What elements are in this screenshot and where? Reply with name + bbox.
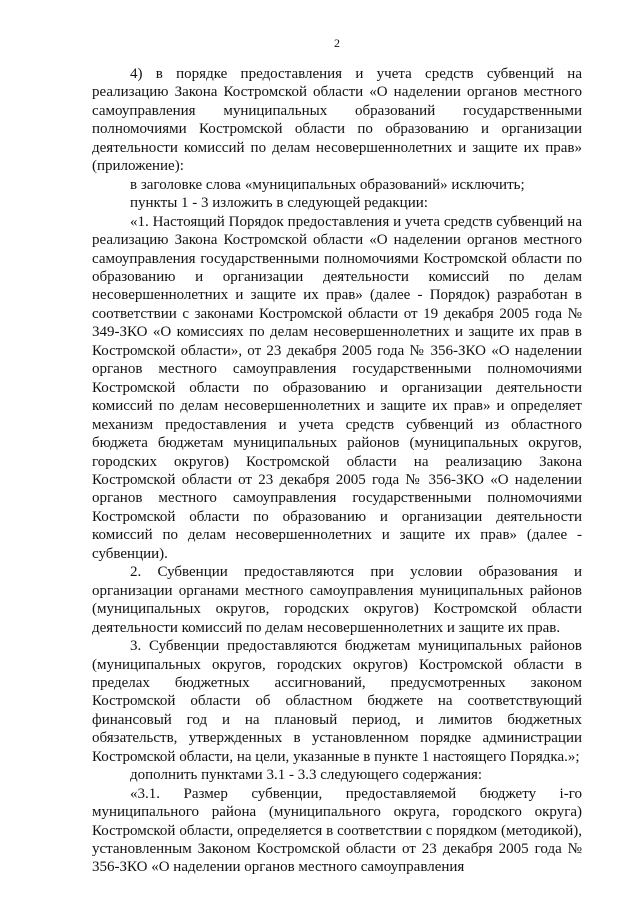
paragraph-point-3-1: «3.1. Размер субвенции, предоставляемой бюджету i-го муниципального района (муниципального округа, городского округа) Костромской области, определяется в соответствии с порядком (методикой), установленным Законом Костромской области от 23 декабря 2005 года № 356-ЗКО «О наделении органов местного самоуправления: [92, 785, 582, 876]
paragraph-add-points-intro: дополнить пунктами 3.1 - 3.3 следующего содержания:: [130, 767, 483, 784]
paragraph-point-2: 2. Субвенции предоставляются при условии образования и организации органами местного самоуправления муниципальных районов (муниципальных округов, городских округов) Костромской области деятельности комиссий по делам несовершеннолетних и защите их прав.: [92, 564, 582, 636]
page-number: 2: [334, 36, 340, 50]
paragraph-points-intro: пункты 1 - 3 изложить в следующей редакции:: [130, 195, 428, 212]
document-body: [92, 65, 582, 877]
paragraph-point-1: «1. Настоящий Порядок предоставления и учета средств субвенций на реализацию Закона Костромской области «О наделении органов местного самоуправления государственными полномочиями Костромской области по образованию и организации деятельности комиссий по делам несовершеннолетних и защите их прав» (далее - Порядок) разработан в соответствии с законами Костромской области от 19 декабря 2005 года № 349-ЗКО «О комиссиях по делам несовершеннолетних и защите их прав в Костромской области», от 23 декабря 2005 года № 356-ЗКО «О наделении органов местного самоуправления государственными полномочиями Костромской области по образованию и организации деятельности комиссий по делам несовершеннолетних и защите их прав» и определяет механизм предоставления и учета средств субвенций из областного бюджета бюджетам муниципальных районов (муниципальных округов, городских округов) Костромской области на реализацию Закона Костромской области от 23 декабря 2005 года № 356-ЗКО «О наделении органов местного самоуправления государственными полномочиями Костромской области по образованию и организации деятельности комиссий по делам несовершеннолетних и защите их прав» (далее - субвенции).: [92, 213, 582, 562]
paragraph-title-change: в заголовке слова «муниципальных образований» исключить;: [130, 176, 525, 193]
paragraph-item-4: 4) в порядке предоставления и учета средств субвенций на реализацию Закона Костромской области «О наделении органов местного самоуправления муниципальных образований государственными полномочиями Костромской области по образованию и организации деятельности комиссий по делам несовершеннолетних и защите их прав» (приложение):: [92, 66, 582, 175]
paragraph-point-3: 3. Субвенции предоставляются бюджетам муниципальных районов (муниципальных округов, городских округов) Костромской области в пределах бюджетных ассигнований, предусмотренных законом Костромской области об областном бюджете на соответствующий финансовый год и на плановый период, и лимитов бюджетных обязательств, утвержденных в установленном порядке администрации Костромской области, на цели, указанные в пункте 1 настоящего Порядка.»;: [92, 638, 582, 765]
